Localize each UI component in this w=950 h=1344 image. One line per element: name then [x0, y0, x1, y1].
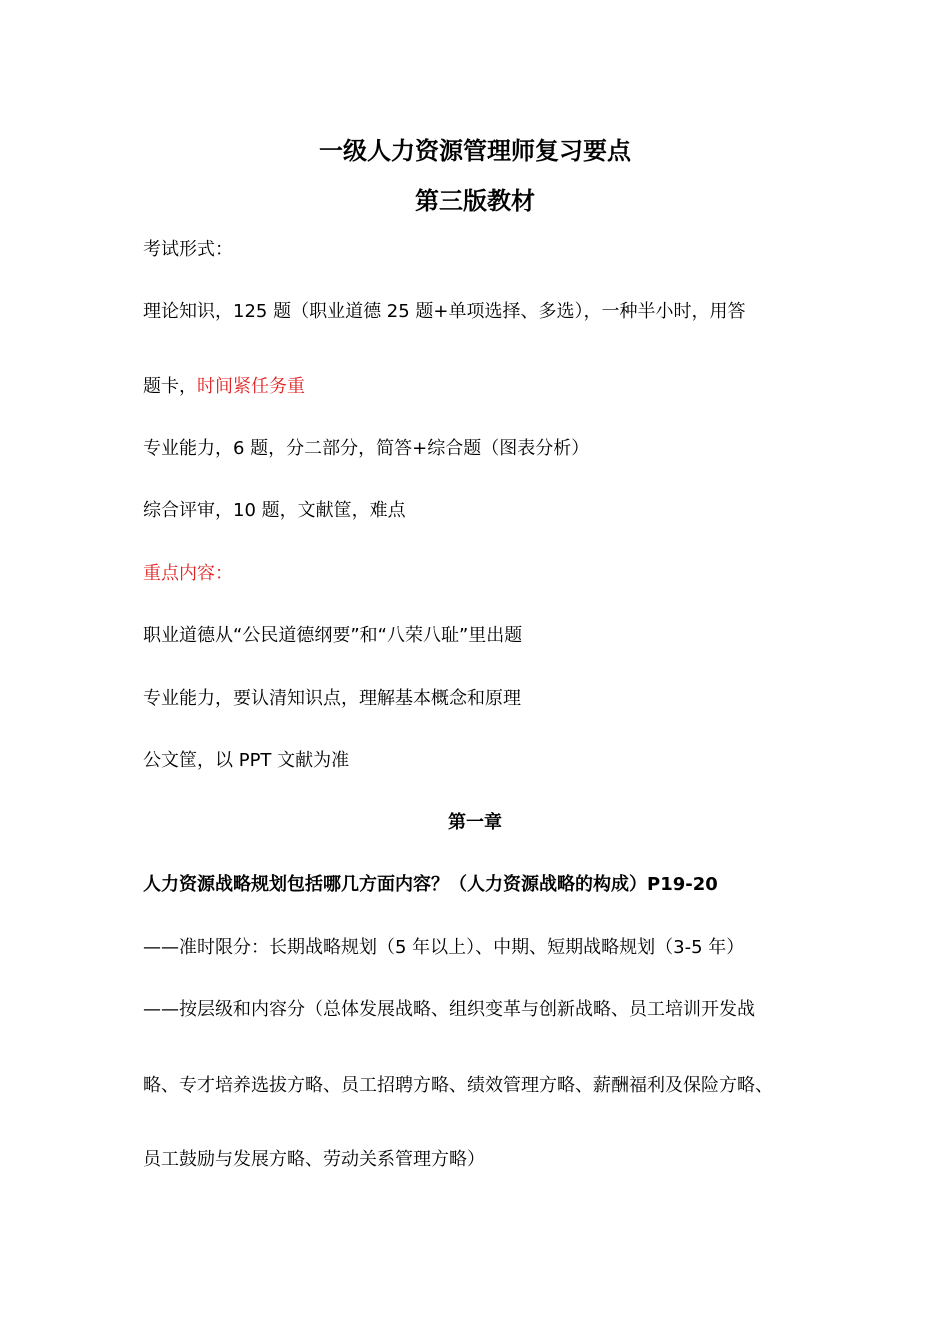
document-title: 一级人力资源管理师复习要点: [319, 137, 631, 165]
bullet-level-line-1: ——按层级和内容分（总体发展战略、组织变革与创新战略、员工培训开发战: [143, 999, 755, 1020]
time-tight-highlight: 时间紧任务重: [197, 376, 305, 397]
ethics-line: 职业道德从“公民道德纲要”和“八荣八耻”里出题: [143, 625, 523, 646]
bullet-level-line-2: 略、专才培养选拔方略、员工招聘方略、绩效管理方略、薪酬福利及保险方略、: [143, 1075, 773, 1096]
bullet-level-line-3: 员工鼓励与发展方略、劳动关系管理方略）: [143, 1149, 485, 1170]
chapter-title: 第一章: [448, 812, 502, 833]
theory-line-2-prefix: 题卡，: [143, 376, 197, 397]
professional-note-line: 专业能力，要认清知识点，理解基本概念和原理: [143, 688, 521, 709]
document-subtitle: 第三版教材: [415, 187, 535, 215]
bullet-time-line: ——准时限分：长期战略规划（5 年以上）、中期、短期战略规划（3-5 年）: [143, 937, 745, 958]
exam-format-label: 考试形式：: [143, 239, 233, 260]
key-content-label: 重点内容：: [143, 563, 233, 584]
professional-ability-line: 专业能力，6 题，分二部分，简答+综合题（图表分析）: [143, 438, 590, 459]
question-heading: 人力资源战略规划包括哪几方面内容？（人力资源战略的构成）P19-20: [143, 874, 718, 895]
comprehensive-review-line: 综合评审，10 题，文献筐，难点: [143, 500, 406, 521]
theory-line-2: [143, 375, 833, 399]
theory-line-1: 理论知识，125 题（职业道德 25 题+单项选择、多选），一种半小时，用答: [143, 301, 746, 322]
documents-note-line: 公文筐，以 PPT 文献为准: [143, 750, 350, 771]
